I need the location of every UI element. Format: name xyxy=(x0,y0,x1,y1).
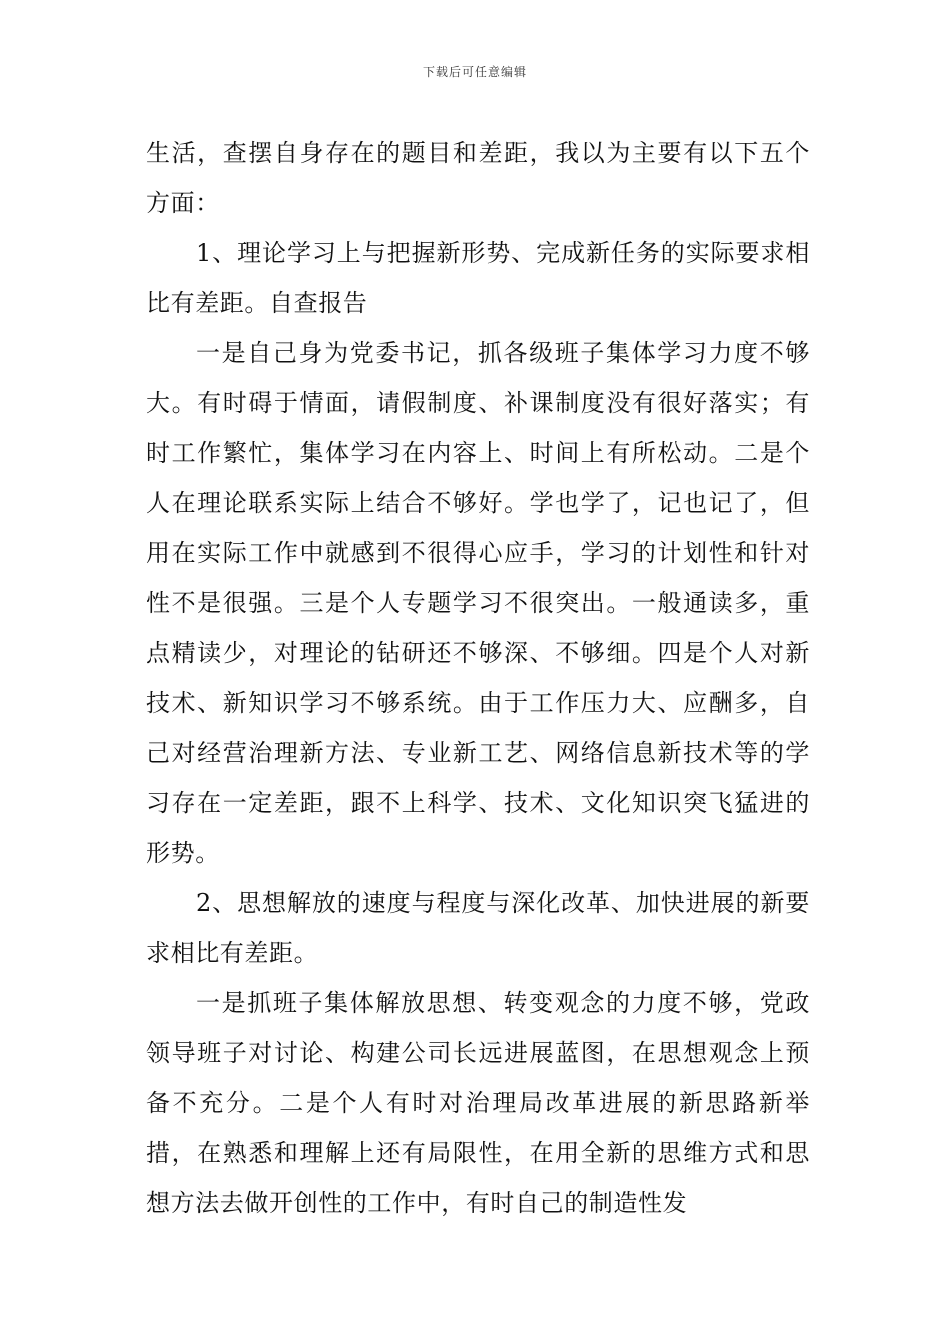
paragraph-section-1-body: 一是自己身为党委书记，抓各级班子集体学习力度不够大。有时碍于情面，请假制度、补课制度没有很好落实；有时工作繁忙，集体学习在内容上、时间上有所松动。二是个人在理论联系实际上结合不够好。学也学了，记也记了，但用在实际工作中就感到不很得心应手，学习的计划性和针对性不是很强。三是个人专题学习不很突出。一般通读多，重点精读少，对理论的钻研还不够深、不够细。四是个人对新技术、新知识学习不够系统。由于工作压力大、应酬多，自己对经营治理新方法、专业新工艺、网络信息新技术等的学习存在一定差距，跟不上科学、技术、文化知识突飞猛进的形势。 xyxy=(146,339,810,867)
document-body xyxy=(146,128,810,1228)
paragraph-section-2-heading: 2、思想解放的速度与程度与深化改革、加快进展的新要求相比有差距。 xyxy=(146,889,810,967)
page-header-note: 下载后可任意编辑 xyxy=(422,65,527,79)
paragraph-section-2-body: 一是抓班子集体解放思想、转变观念的力度不够，党政领导班子对讨论、构建公司长远进展蓝图，在思想观念上预备不充分。二是个人有时对治理局改革进展的新思路新举措，在熟悉和理解上还有局限性，在用全新的思维方式和思想方法去做开创性的工作中，有时自己的制造性发 xyxy=(146,989,810,1217)
paragraph-intro-continuation: 生活，查摆自身存在的题目和差距，我以为主要有以下五个方面： xyxy=(146,139,810,217)
paragraph-section-1-heading: 1、理论学习上与把握新形势、完成新任务的实际要求相比有差距。自查报告 xyxy=(146,239,810,317)
